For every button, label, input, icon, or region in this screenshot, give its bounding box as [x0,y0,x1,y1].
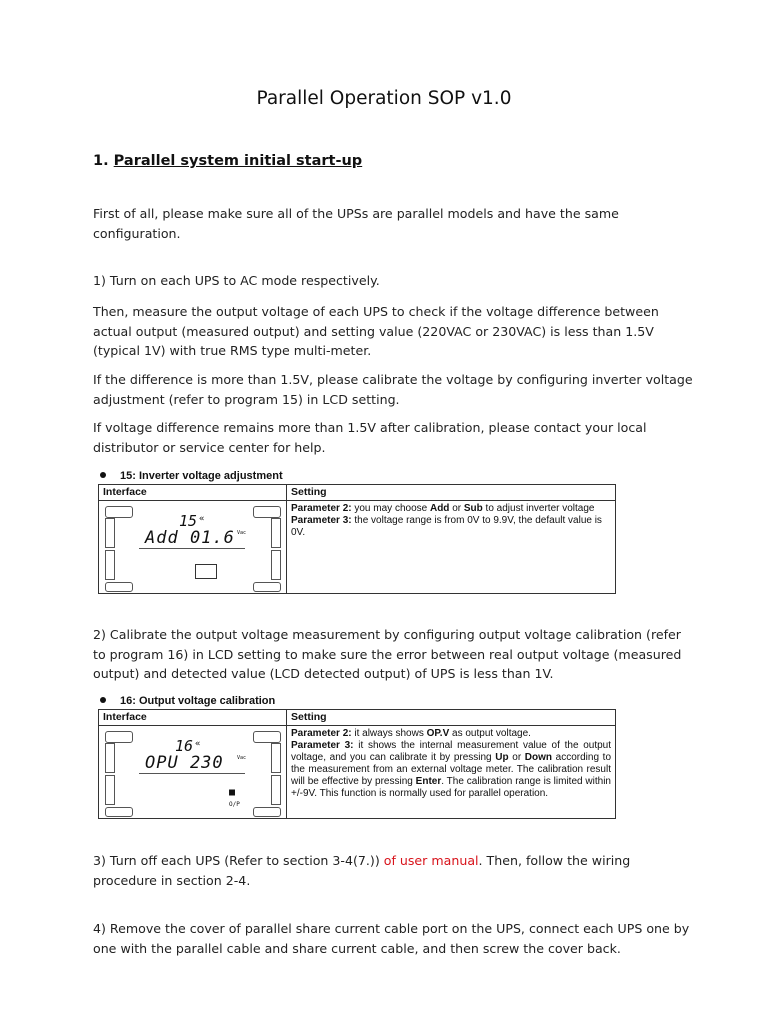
lcd-segment [271,775,281,805]
lcd-segment [271,550,281,580]
param3-down: Down [524,752,553,763]
param3-text-mid: according to the measurement from an external voltage meter. The calibration result will be effective by pressing [291,752,612,787]
header-interface: Interface [99,710,287,725]
lcd-program-number: 16 [175,737,194,755]
lcd-segment [105,731,133,743]
lcd-segment [253,506,281,518]
param3-enter: Enter [415,776,442,787]
paragraph-measure: Then, measure the output voltage of each UPS to check if the voltage difference between actual output (measured output) and setting value (220VAC or 230VAC) is less than 1.5V (typical 1V) with true RMS type multi-meter. [93,304,659,358]
header-interface: Interface [99,485,287,500]
lcd-segment [253,731,281,743]
table-header [99,710,615,726]
param3-text-end: . The calibration range is limited within +/-9V. This function is normally used for parallel operation. [291,776,611,799]
paragraph-step-1: 1) Turn on each UPS to AC mode respectively. [93,273,380,288]
param3-text: it shows the internal measurement value of the output voltage, and you can calibrate it by pressing [291,740,612,763]
parameter-2 [291,503,611,515]
setting-cell [287,501,615,594]
param2-sub: Sub [463,503,483,514]
lcd-segment [271,518,281,548]
user-manual-link[interactable]: of user manual [383,853,479,868]
parameter-2 [291,728,611,740]
lcd-segment [105,582,133,592]
page-title: Parallel Operation SOP v1.0 [256,88,512,109]
lcd-segment [105,518,115,548]
lcd-divider [139,548,245,549]
paragraph-calibrate: If the difference is more than 1.5V, please calibrate the voltage by configuring inverter voltage adjustment (refer to program 15) in LCD setting. [93,372,693,407]
table16-caption [100,695,275,707]
lcd-segment [253,807,281,817]
section-number: 1. [93,153,109,169]
lcd-arrow-icon: « [195,739,201,749]
header-setting: Setting [291,711,327,723]
param3-label: Parameter 3: [291,740,354,751]
section-title: Parallel system initial start-up [113,153,363,169]
bullet-icon [100,697,106,703]
lcd-segment [271,743,281,773]
table-header [99,485,615,501]
lcd-arrow-icon: « [199,514,205,524]
lcd-unit: Vac [237,755,247,761]
param3-or: or [508,752,525,763]
param2-add: Add [429,503,450,514]
param2-label: Parameter 2: [291,728,352,739]
param2-text-end: as output voltage. [449,728,531,739]
step-3-text: 3) Turn off each UPS (Refer to section 3-4(7.)) [93,853,384,868]
step-3-text-end: . Then, follow the wiring procedure in section 2-4. [93,853,631,888]
lcd-main-value: OPU 230 [145,753,224,773]
lcd-segment [253,582,281,592]
param3-label: Parameter 3: [291,515,352,526]
param2-text: you may choose [351,503,430,514]
table-body [99,501,615,594]
paragraph-contact: If voltage difference remains more than 1.5V after calibration, please contact your local distributor or service center for help. [93,420,647,455]
table15-caption-text: 15: Inverter voltage adjustment [120,470,283,482]
parameter-3 [291,740,611,800]
battery-icon [195,564,217,579]
lcd-main-value: Add 01.6 [145,528,235,548]
paragraph-step-3 [93,851,693,890]
table-body [99,726,615,819]
outlet-icon: ■ [229,787,236,798]
param2-text: it always shows [351,728,427,739]
param3-text: the voltage range is from 0V to 9.9V, the default value is 0V. [291,515,602,538]
table16-caption-text: 16: Output voltage calibration [120,695,276,707]
lcd-interface-cell [99,726,287,819]
param3-up: Up [495,752,509,763]
section-heading [93,153,362,169]
header-setting: Setting [291,486,327,498]
paragraph-intro: First of all, please make sure all of the UPSs are parallel models and have the same configuration. [93,206,619,241]
lcd-segment [105,775,115,805]
paragraph-step-2: 2) Calibrate the output voltage measurement by configuring output voltage calibration (refer to program 16) in LCD setting to make sure the error between real output voltage (measured output) and detected value (LCD detected output) of UPS is less than 1V. [93,627,682,681]
lcd-divider [139,773,245,774]
lcd-segment [105,506,133,518]
setting-cell [287,726,615,819]
param2-or: or [449,503,464,514]
param2-label: Parameter 2: [291,503,352,514]
lcd-unit: Vac [237,530,247,536]
paragraph-step-4: 4) Remove the cover of parallel share current cable port on the UPS, connect each UPS one by one with the parallel cable and share current cable, and then screw the cover back. [93,921,690,956]
lcd-segment [105,807,133,817]
param2-text-end: to adjust inverter voltage [482,503,595,514]
lcd-program-number: 15 [179,512,198,530]
lcd-segment [105,550,115,580]
lcd-interface-cell [99,501,287,594]
parameter-3 [291,515,611,539]
lcd-segment [105,743,115,773]
table15-caption [100,470,283,482]
program16-table [98,709,616,819]
param2-opv: OP.V [426,728,450,739]
lcd-icon-label: O/P [229,801,240,808]
program15-table [98,484,616,594]
bullet-icon [100,472,106,478]
